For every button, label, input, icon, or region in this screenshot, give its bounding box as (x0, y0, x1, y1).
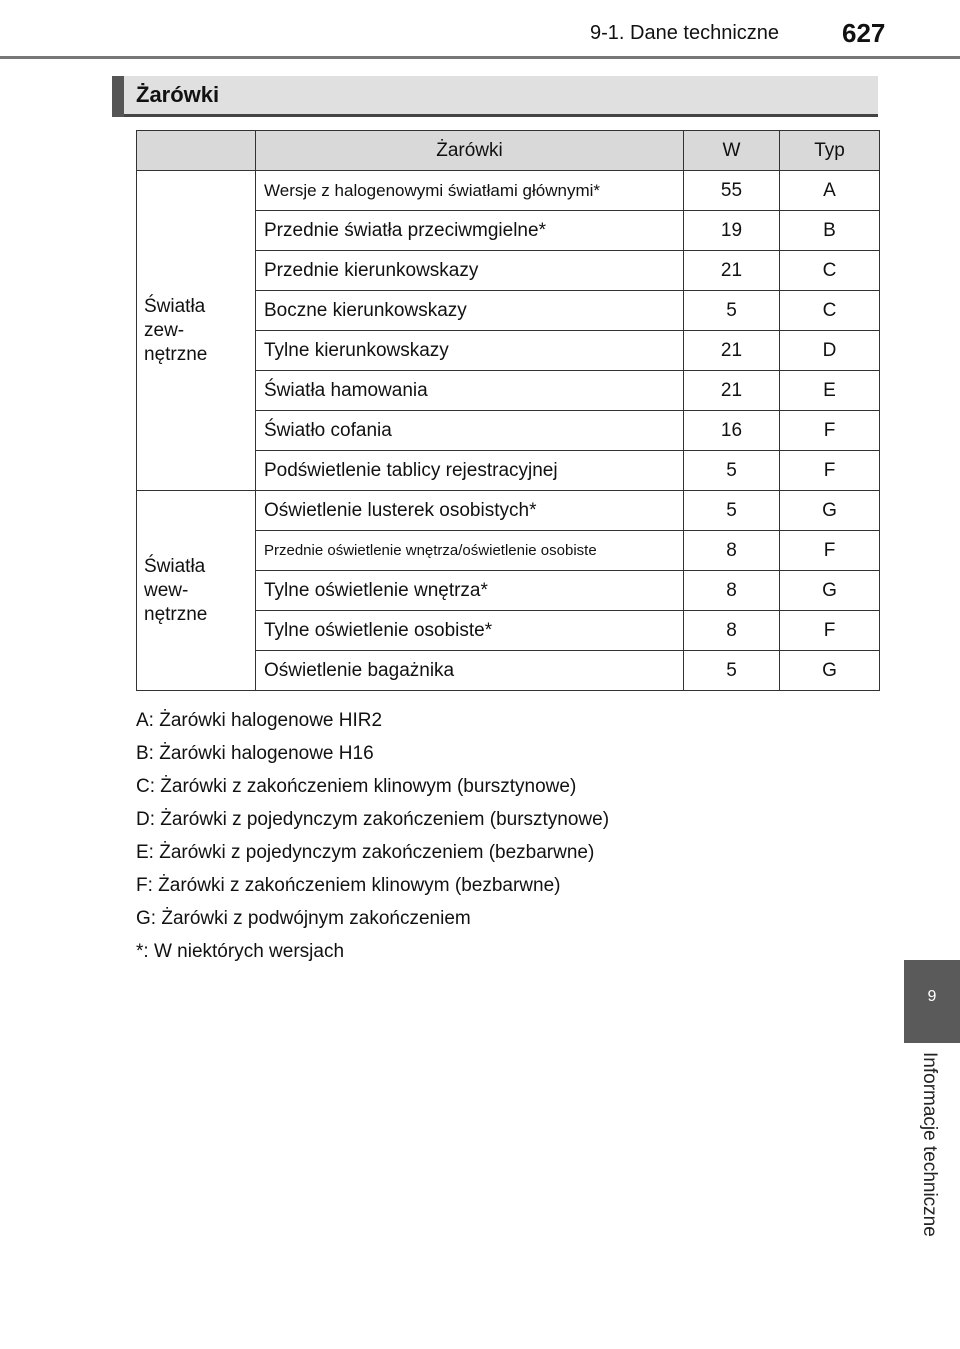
bulb-watts: 19 (684, 211, 780, 251)
bulb-name: Tylne oświetlenie wnętrza* (256, 571, 684, 611)
bulb-name: Światło cofania (256, 411, 684, 451)
bulb-watts: 5 (684, 651, 780, 691)
bulb-type: F (780, 611, 880, 651)
bulb-type: F (780, 451, 880, 491)
note-line: D: Żarówki z pojedynczym zakończeniem (bursztynowe) (136, 809, 610, 830)
chapter-tab (904, 960, 960, 1043)
note-line: A: Żarówki halogenowe HIR2 (136, 710, 383, 731)
table-row (137, 171, 880, 211)
section-title: Żarówki (136, 82, 220, 107)
bulb-type: A (780, 171, 880, 211)
note-line: *: W niektórych wersjach (136, 941, 345, 962)
note-line: G: Żarówki z podwójnym zakończeniem (136, 908, 471, 929)
bulb-name: Światła hamowania (256, 371, 684, 411)
bulb-type: C (780, 291, 880, 331)
note-line: F: Żarówki z zakończeniem klinowym (bezbarwne) (136, 875, 561, 896)
bulb-type: C (780, 251, 880, 291)
bulb-type: E (780, 371, 880, 411)
bulb-name: Podświetlenie tablicy rejestracyjnej (256, 451, 684, 491)
table-header-watts: W (684, 131, 780, 171)
bulb-name: Tylne oświetlenie osobiste* (256, 611, 684, 651)
bulb-watts: 5 (684, 451, 780, 491)
bulbs-table (136, 130, 880, 691)
bulb-name: Przednie kierunkowskazy (256, 251, 684, 291)
group-label-exterior: Światła zew- nętrzne (137, 171, 256, 491)
bulb-type: F (780, 531, 880, 571)
bulb-type-notes (136, 704, 609, 968)
chapter-side-label (918, 1052, 942, 1264)
table-header-row (137, 131, 880, 171)
note-line: C: Żarówki z zakończeniem klinowym (bursztynowe) (136, 776, 577, 797)
bulb-watts: 8 (684, 611, 780, 651)
bulb-type: G (780, 571, 880, 611)
bulb-type: G (780, 651, 880, 691)
bulb-name: Oświetlenie lusterek osobistych* (256, 491, 684, 531)
table-header-group (137, 131, 256, 171)
section-heading: 9-1. Dane techniczne (590, 22, 780, 44)
bulb-name: Tylne kierunkowskazy (256, 331, 684, 371)
note-line: E: Żarówki z pojedynczym zakończeniem (bezbarwne) (136, 842, 595, 863)
bulb-name: Przednie światła przeciwmgielne* (256, 211, 684, 251)
bulb-watts: 8 (684, 531, 780, 571)
section-title-accent (112, 76, 124, 117)
bulb-name: Wersje z halogenowymi światłami głównymi* (256, 171, 684, 211)
table-header-bulbs: Żarówki (256, 131, 684, 171)
bulb-type: B (780, 211, 880, 251)
bulb-watts: 8 (684, 571, 780, 611)
bulb-name: Oświetlenie bagażnika (256, 651, 684, 691)
bulb-watts: 5 (684, 491, 780, 531)
section-title-bar (112, 76, 878, 117)
bulb-name: Boczne kierunkowskazy (256, 291, 684, 331)
bulb-type: G (780, 491, 880, 531)
note-line: B: Żarówki halogenowe H16 (136, 743, 374, 764)
bulb-watts: 21 (684, 251, 780, 291)
bulb-name: Przednie oświetlenie wnętrza/oświetlenie osobiste (256, 531, 684, 571)
bulb-watts: 21 (684, 331, 780, 371)
bulb-type: D (780, 331, 880, 371)
chapter-title: Informacje techniczne (919, 1052, 940, 1237)
bulb-watts: 5 (684, 291, 780, 331)
table-header-type: Typ (780, 131, 880, 171)
bulb-type: F (780, 411, 880, 451)
page-number: 627 (842, 18, 886, 48)
bulb-watts: 21 (684, 371, 780, 411)
header-divider (0, 56, 960, 59)
bulb-watts: 55 (684, 171, 780, 211)
bulb-watts: 16 (684, 411, 780, 451)
chapter-number: 9 (927, 988, 937, 1005)
table-row (137, 491, 880, 531)
group-label-interior: Światła wew- nętrzne (137, 491, 256, 691)
